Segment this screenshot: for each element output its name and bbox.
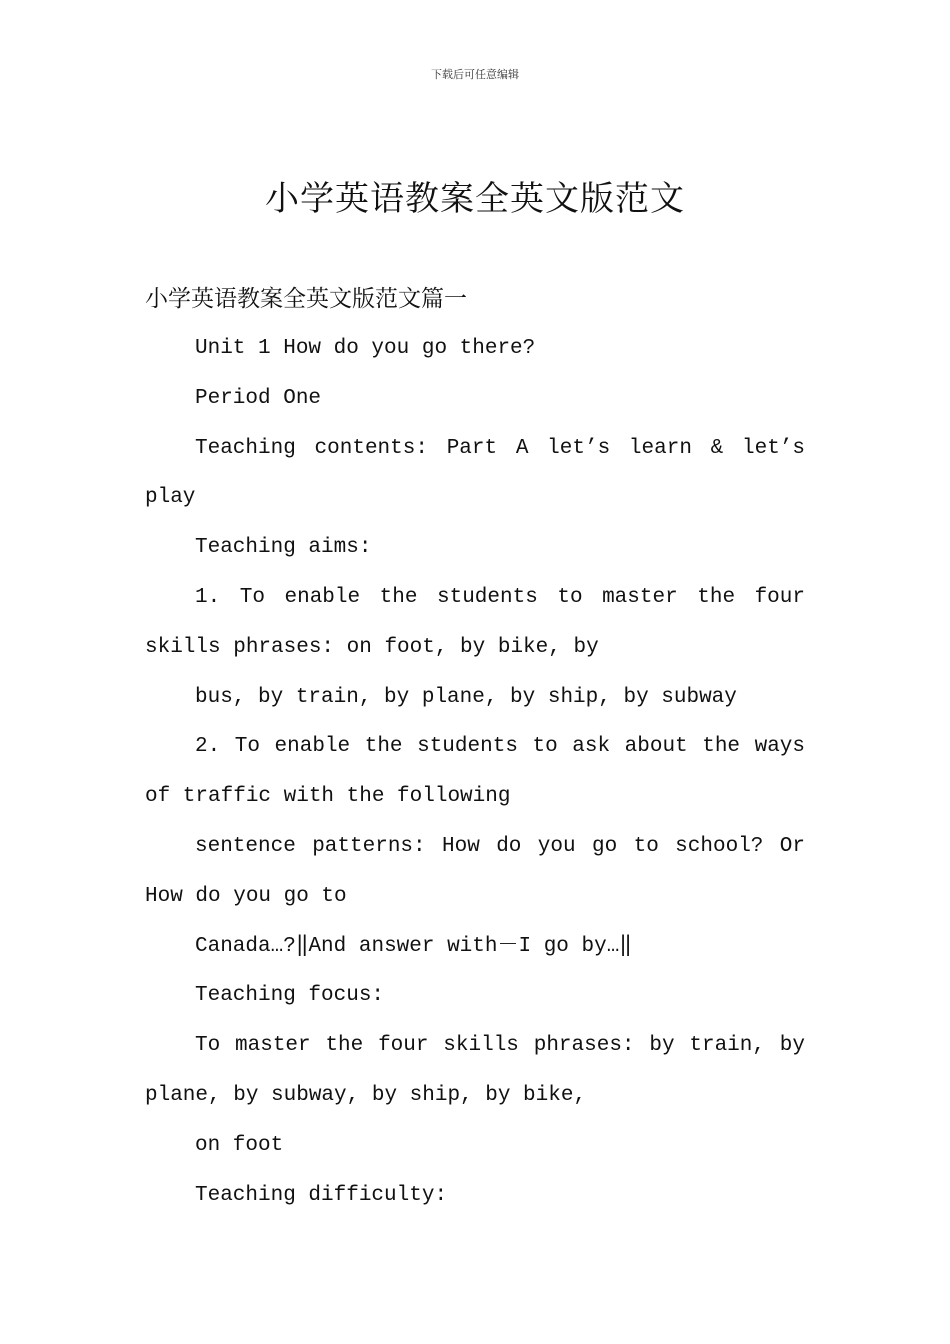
paragraph-teaching-contents: Teaching contents: Part A let’s learn & let’s play [145,436,805,510]
paragraph-unit-title: Unit 1 How do you go there? [195,337,536,360]
paragraph-teaching-focus-cont: on foot [195,1133,284,1157]
paragraph-aim-2-cont: sentence patterns: How do you go to school? Or How do you go to [145,834,805,908]
section-heading: 小学英语教案全英文版范文篇一 [145,286,467,312]
document-body [145,274,805,1220]
document-title: 小学英语教案全英文版范文 [265,179,685,219]
paragraph-teaching-difficulty-label: Teaching difficulty: [195,1183,448,1207]
paragraph-aim-1-cont: bus, by train, by plane, by ship, by subway [195,685,737,709]
paragraph-aim-2-answer: Canada…?‖And answer with－I go by…‖ [195,934,632,958]
paragraph-aim-2: 2. To enable the students to ask about the ways of traffic with the following [145,735,805,809]
paragraph-aim-1: 1. To enable the students to master the four skills phrases: on foot, by bike, by [145,585,805,659]
header-note: 下载后可任意编辑 [431,68,519,81]
paragraph-teaching-focus-label: Teaching focus: [195,984,385,1008]
paragraph-teaching-aims-label: Teaching aims: [195,536,372,560]
paragraph-period: Period One [195,386,322,410]
paragraph-teaching-focus: To master the four skills phrases: by train, by plane, by subway, by ship, by bike, [145,1034,805,1107]
